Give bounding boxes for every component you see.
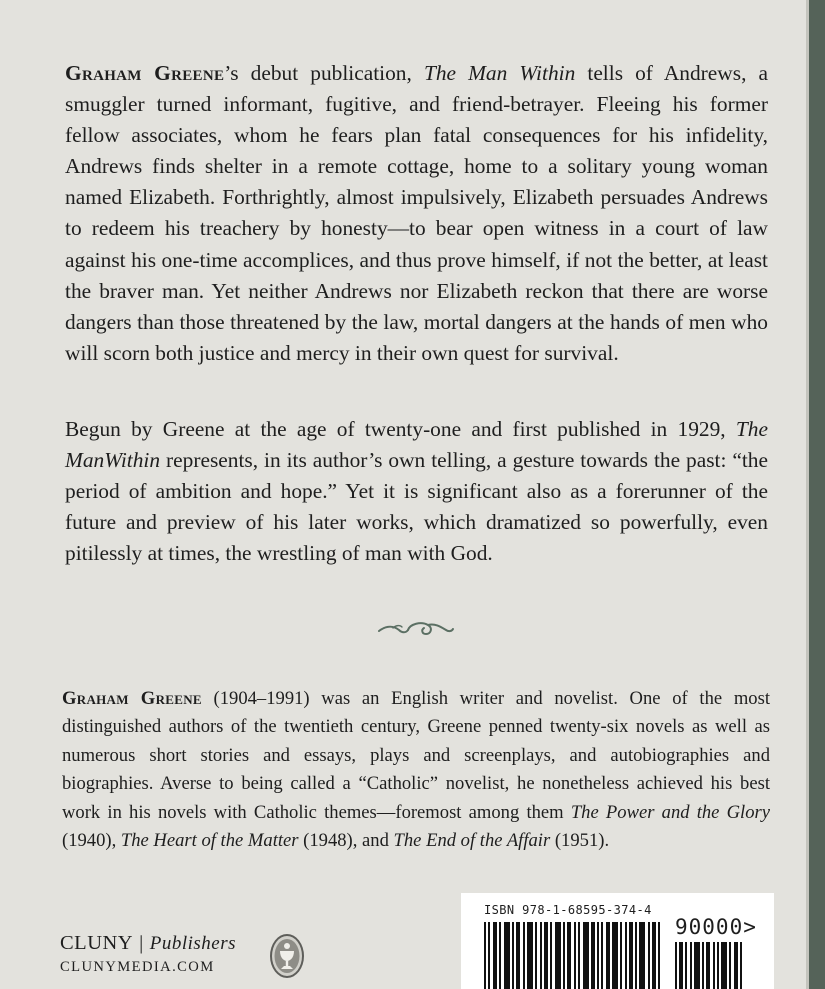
bio-title-power-glory: The Power and the Glory	[570, 801, 771, 823]
barcode-panel	[461, 893, 774, 989]
price-code: 90000>	[675, 915, 757, 939]
scroll-ornament-icon	[377, 616, 455, 642]
publisher-imprint	[60, 932, 236, 976]
author-bio	[62, 685, 770, 855]
publisher-name-line	[60, 932, 236, 955]
bio-title-heart-matter: The Heart of the Matter	[120, 830, 299, 852]
spine-edge	[809, 0, 825, 989]
bio-title-end-affair: The End of the Affair	[393, 830, 551, 852]
blurb-p1-lead: ’s debut publication,	[224, 61, 424, 85]
publisher-separator: |	[139, 932, 144, 954]
chalice-seal-icon	[269, 933, 305, 979]
blurb-p1-book-title: The Man Within	[423, 61, 576, 85]
isbn-number: ISBN 978-1-68595-374-4	[484, 903, 652, 917]
bio-author-name: Graham Greene	[62, 688, 202, 709]
blurb-p1-body: tells of Andrews, a smuggler turned informant, fugitive, and friend-betrayer. Fleeing his former fellow associates, whom he fears plan fatal consequences for his infidelity, Andrews finds shelter in a remote cottage, home to a solitary young woman named Elizabeth. Forthrightly, almost impulsively, Elizabeth persuades Andrews to redeem his treachery by honesty—to bear open witness in a court of law against his one-time accomplices, and thus prove himself, if not the better, at least the braver man. Yet neither Andrews nor Elizabeth reckon that there are worse dangers than those threatened by the law, mortal dangers at the hands of men who will scorn both justice and mercy in their own quest for survival.	[65, 61, 769, 365]
blurb-paragraph-1	[65, 58, 768, 369]
blurb-paragraph-2	[65, 414, 768, 569]
blurb-p2-lead: Begun by Greene at the age of twenty-one and first published in 1929,	[65, 417, 736, 441]
blurb-author-name: Graham Greene	[65, 61, 225, 85]
publisher-name: CLUNY	[60, 932, 134, 954]
bio-year-1: (1940),	[62, 830, 121, 852]
isbn-barcode	[484, 922, 660, 989]
blurb-p2-body: represents, in its author’s own telling, a gesture towards the past: “the period of ambition and hope.” Yet it is significant also as a forerunner of the future and preview of his later works, which dramatized so powerfully, even pitilessly at times, the wrestling of man with God.	[65, 448, 768, 566]
bio-year-2: (1948), and	[298, 830, 394, 852]
publisher-label: Publishers	[149, 933, 236, 954]
blurb-p2-book-title: The ManWithin	[65, 417, 768, 473]
publisher-website: CLUNYMEDIA.COM	[60, 959, 215, 975]
bio-year-3: (1951).	[550, 830, 610, 852]
bio-text-1: (1904–1991) was an English writer and novelist. One of the most distinguished authors of the twentieth century, Greene penned twenty-six novels as well as numerous short stories and essays, plays and screenplays, and autobiographies and biographies. Averse to being called a “Catholic” novelist, he nonetheless achieved his best work in his novels with Catholic themes—foremost among them	[62, 688, 770, 823]
price-barcode	[675, 942, 757, 989]
